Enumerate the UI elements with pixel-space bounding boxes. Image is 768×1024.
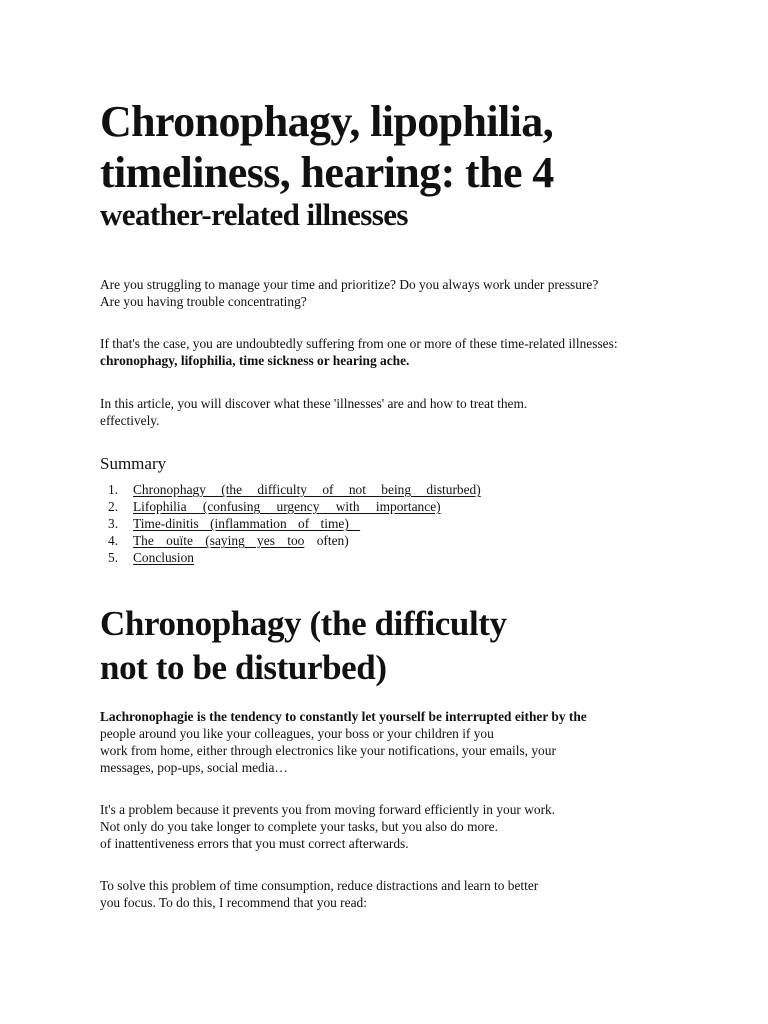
article-title [100, 96, 554, 235]
bold-text: Lachronophagie is the tendency to constantly let yourself be interrupted either by the [100, 709, 587, 724]
section-heading-line: Chronophagy (the difficulty [100, 604, 507, 643]
summary-link-time-dinitis[interactable]: Time-dinitis (inflammation of time) [133, 516, 361, 531]
section-heading-chronophagy [100, 602, 507, 690]
section-paragraph-1 [100, 708, 587, 776]
section-paragraph-2 [100, 801, 555, 852]
section-heading-line: not to be disturbed) [100, 648, 387, 687]
text-line: Are you having trouble concentrating? [100, 294, 307, 309]
summary-link-lifophilia[interactable]: Lifophilia (confusing urgency with importance) [133, 499, 441, 514]
text-line: people around you like your colleagues, your boss or your children if you [100, 726, 494, 741]
summary-link-chronophagy[interactable]: Chronophagy (the difficulty of not being disturbed) [133, 482, 481, 497]
summary-link-conclusion[interactable]: Conclusion [133, 550, 195, 565]
intro-paragraph-3 [100, 395, 527, 429]
list-number: 2. [108, 499, 119, 514]
text-line: Are you struggling to manage your time and prioritize? Do you always work under pressure? [100, 277, 599, 292]
list-number: 3. [108, 516, 119, 531]
text-line: Not only do you take longer to complete your tasks, but you also do more. [100, 819, 498, 834]
section-paragraph-3 [100, 877, 538, 911]
summary-item-label-rest: often) [304, 533, 349, 548]
text-line-bold [100, 352, 618, 369]
text-line: It's a problem because it prevents you from moving forward efficiently in your work. [100, 802, 556, 817]
text-line: To solve this problem of time consumption, reduce distractions and learn to better [100, 878, 539, 893]
text-line: messages, pop-ups, social media… [100, 760, 288, 775]
text-line: If that's the case, you are undoubtedly suffering from one or more of these time-related illnesses: [100, 336, 618, 351]
summary-item-label [133, 532, 349, 549]
article-title-line: Chronophagy, lipophilia, [100, 97, 554, 146]
bold-text: chronophagy, lifophilia, time sickness or hearing ache. [100, 353, 410, 368]
article-title-line: timeliness, hearing: the 4 [100, 148, 554, 197]
text-line: work from home, either through electronics like your notifications, your emails, your [100, 743, 556, 758]
list-number: 1. [108, 482, 119, 497]
text-line: of inattentiveness errors that you must correct afterwards. [100, 836, 409, 851]
article-title-line: weather-related illnesses [100, 197, 408, 232]
summary-heading: Summary [100, 454, 167, 473]
list-number: 4. [108, 533, 119, 548]
list-number: 5. [108, 550, 119, 565]
summary-link-ouite[interactable]: The ouïte (saying yes too [133, 533, 305, 548]
text-line: effectively. [100, 413, 160, 428]
text-line: In this article, you will discover what these 'illnesses' are and how to treat them. [100, 396, 528, 411]
intro-paragraph-1 [100, 276, 598, 310]
intro-paragraph-2 [100, 335, 618, 369]
text-line: you focus. To do this, I recommend that you read: [100, 895, 367, 910]
text-line-bold [100, 708, 587, 725]
